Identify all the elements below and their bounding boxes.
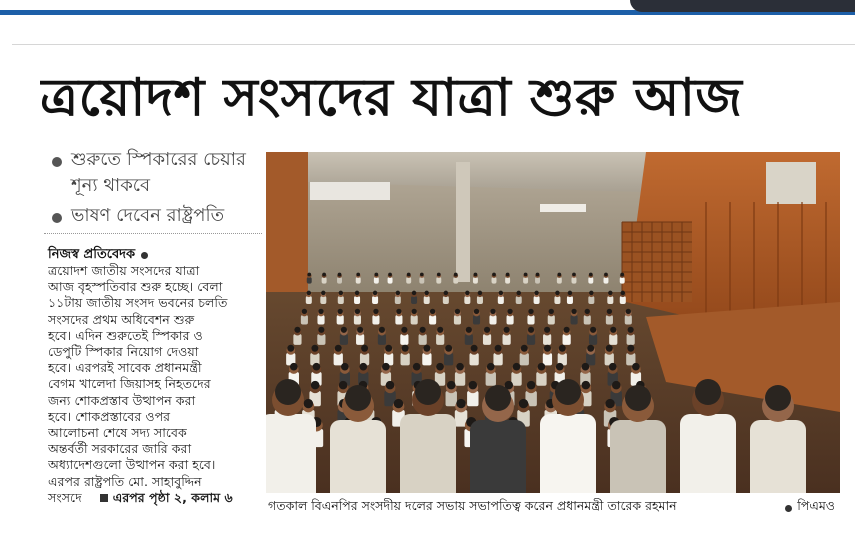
person-body <box>627 334 635 345</box>
person-hair <box>609 363 617 371</box>
person-hair <box>321 291 326 296</box>
person-body <box>527 334 535 345</box>
person-body <box>543 353 552 365</box>
person-body <box>467 391 478 406</box>
person-hair <box>695 379 721 405</box>
person-body <box>419 334 427 345</box>
person-body <box>464 296 470 304</box>
light-fixture <box>540 204 586 212</box>
person-hair <box>471 345 478 352</box>
article-line: অন্তর্বর্তী সরকারের জারি করা <box>48 441 192 457</box>
person-hair <box>455 309 460 314</box>
person-body <box>603 277 608 284</box>
person-hair <box>620 273 624 277</box>
person-body <box>406 277 411 284</box>
person-hair <box>311 345 318 352</box>
person-hair <box>430 309 435 314</box>
person-hair <box>513 363 521 371</box>
person-body <box>571 315 578 324</box>
person-body <box>374 277 379 284</box>
person-hair <box>582 363 590 371</box>
person-body <box>493 353 502 365</box>
person-body <box>469 353 478 365</box>
person-hair <box>275 379 301 405</box>
person-hair <box>568 291 573 296</box>
person-hair <box>604 273 608 277</box>
person-body <box>400 414 456 493</box>
person-hair <box>341 363 349 371</box>
person-hair <box>605 399 614 408</box>
person-hair <box>549 309 554 314</box>
person-hair <box>572 273 576 277</box>
person-hair <box>499 291 504 296</box>
person-hair <box>456 399 465 408</box>
person-hair <box>612 381 621 390</box>
person-hair <box>294 327 300 333</box>
person-body <box>372 296 378 304</box>
person-hair <box>307 291 312 296</box>
person-body <box>588 296 594 304</box>
person-body <box>609 334 617 345</box>
person-body <box>354 296 360 304</box>
person-hair <box>571 309 576 314</box>
person-body <box>477 296 483 304</box>
highlight-text: ভাষণ দেবেন রাষ্ট্রপতি <box>71 205 225 226</box>
person-body <box>317 315 324 324</box>
person-body <box>395 315 402 324</box>
person-hair <box>628 327 634 333</box>
person-hair <box>355 291 360 296</box>
byline-dot-icon <box>141 252 148 259</box>
person-hair <box>382 363 390 371</box>
person-body <box>527 315 534 324</box>
person-body <box>419 277 424 284</box>
person-hair <box>487 363 495 371</box>
person-body <box>424 296 430 304</box>
person-hair <box>436 363 444 371</box>
person-hair <box>302 309 307 314</box>
highlight-item <box>48 147 263 199</box>
bullet-icon <box>52 213 62 223</box>
person-body <box>589 334 597 345</box>
person-hair <box>313 363 321 371</box>
person-hair <box>338 309 343 314</box>
person-body <box>523 277 528 284</box>
person-body <box>322 277 327 284</box>
person-hair <box>415 379 441 405</box>
person-hair <box>590 327 596 333</box>
person-hair <box>474 273 478 277</box>
person-body <box>455 372 465 386</box>
person-hair <box>626 309 631 314</box>
person-hair <box>396 291 401 296</box>
person-body <box>483 334 491 345</box>
person-hair <box>521 345 528 352</box>
person-hair <box>559 345 566 352</box>
person-body <box>620 296 626 304</box>
highlight-text: শুরুতে স্পিকারের চেয়ার শূন্য থাকবে <box>71 149 246 196</box>
person-hair <box>627 345 634 352</box>
person-body <box>606 315 613 324</box>
bullet-icon <box>52 157 62 167</box>
person-body <box>306 296 312 304</box>
article-line: আলোচনা শেষে সদ্য সাবেক <box>48 425 187 441</box>
news-photo <box>266 152 840 493</box>
person-hair <box>528 309 533 314</box>
byline-text: নিজস্ব প্রতিবেদক <box>48 247 136 262</box>
person-hair <box>608 291 613 296</box>
person-body <box>388 277 393 284</box>
person-hair <box>582 381 591 390</box>
person-hair <box>585 309 590 314</box>
person-body <box>572 277 577 284</box>
person-hair <box>373 291 378 296</box>
person-hair <box>444 291 449 296</box>
person-hair <box>625 385 651 411</box>
person-hair <box>339 291 344 296</box>
person-hair <box>466 327 472 333</box>
person-hair <box>445 345 452 352</box>
person-hair <box>420 327 426 333</box>
person-body <box>540 414 596 493</box>
article-body <box>48 263 250 506</box>
person-hair <box>420 273 424 277</box>
article-line: ডেপুটি স্পিকার নিয়োগ দেওয়া <box>48 344 199 360</box>
person-hair <box>437 327 443 333</box>
person-body <box>498 296 504 304</box>
person-hair <box>335 345 342 352</box>
person-hair <box>322 273 326 277</box>
person-hair <box>527 381 536 390</box>
person-hair <box>424 291 429 296</box>
person-body <box>473 315 480 324</box>
person-body <box>436 277 441 284</box>
person-hair <box>412 309 417 314</box>
person-hair <box>412 291 417 296</box>
person-hair <box>555 291 560 296</box>
person-body <box>680 414 736 493</box>
person-body <box>584 315 591 324</box>
person-hair <box>765 385 791 411</box>
person-hair <box>341 327 347 333</box>
person-hair <box>379 327 385 333</box>
person-hair <box>290 363 298 371</box>
person-body <box>505 277 510 284</box>
person-hair <box>339 381 348 390</box>
credit-text: পিএমও <box>797 498 835 513</box>
article-line: সংসদের প্রথম অধিবেশন শুরু <box>48 311 195 327</box>
person-hair <box>587 345 594 352</box>
concrete-pillar <box>456 162 470 282</box>
person-body <box>534 296 540 304</box>
person-body <box>588 277 593 284</box>
article-line: এরপর রাষ্ট্রপতি মো. সাহাবুদ্দিন <box>48 473 202 489</box>
person-body <box>266 414 316 493</box>
photo-caption: গতকাল বিএনপির সংসদীয় দলের সভায় সভাপতিত্ব করেন প্রধানমন্ত্রী তারেক রহমান <box>268 498 677 513</box>
person-body <box>567 296 573 304</box>
person-body <box>446 391 457 406</box>
person-hair <box>357 327 363 333</box>
person-hair <box>490 309 495 314</box>
person-hair <box>447 381 456 390</box>
person-hair <box>606 345 613 352</box>
person-hair <box>536 273 540 277</box>
person-body <box>317 334 325 345</box>
article-line: বেগম খালেদা জিয়াসহ নিহতদের <box>48 376 211 392</box>
person-hair <box>465 291 470 296</box>
person-hair <box>304 399 313 408</box>
person-body <box>334 353 343 365</box>
person-hair <box>485 385 511 411</box>
article-line: আজ বৃহস্পতিবার শুরু হচ্ছে। বেলা <box>48 279 223 295</box>
person-body <box>454 315 461 324</box>
article-line: জন্য শোকপ্রস্তাব উত্থাপন করা <box>48 392 196 408</box>
person-body <box>354 315 361 324</box>
person-body <box>330 420 386 493</box>
person-hair <box>374 273 378 277</box>
person-hair <box>359 363 367 371</box>
person-hair <box>564 327 570 333</box>
person-hair <box>607 309 612 314</box>
person-hair <box>538 363 546 371</box>
dotted-divider <box>44 233 262 234</box>
person-body <box>557 277 562 284</box>
person-body <box>356 334 364 345</box>
person-body <box>486 372 496 386</box>
person-hair <box>437 273 441 277</box>
person-hair <box>589 291 594 296</box>
person-hair <box>528 327 534 333</box>
person-body <box>607 296 613 304</box>
person-hair <box>456 363 464 371</box>
person-body <box>436 334 444 345</box>
person-body <box>625 315 632 324</box>
person-body <box>411 296 417 304</box>
person-hair <box>318 309 323 314</box>
left-wood-wall <box>266 152 308 292</box>
person-hair <box>373 309 378 314</box>
person-body <box>320 296 326 304</box>
person-hair <box>504 327 510 333</box>
person-hair <box>386 381 395 390</box>
headline: ত্রয়োদশ সংসদের যাত্রা শুরু আজ <box>40 68 743 128</box>
masthead-corner <box>630 0 855 12</box>
person-body <box>411 315 418 324</box>
person-hair <box>534 291 539 296</box>
person-body <box>395 296 401 304</box>
person-hair <box>396 309 401 314</box>
person-hair <box>361 345 368 352</box>
person-body <box>337 277 342 284</box>
person-hair <box>338 273 342 277</box>
person-hair <box>492 273 496 277</box>
person-hair <box>385 345 392 352</box>
person-hair <box>556 363 564 371</box>
highlights-list <box>48 147 263 233</box>
person-hair <box>589 273 593 277</box>
person-hair <box>355 309 360 314</box>
person-body <box>307 277 312 284</box>
person-hair <box>394 399 403 408</box>
person-hair <box>469 381 478 390</box>
person-hair <box>621 291 626 296</box>
continuation-link[interactable]: এরপর পৃষ্ঠা ২, কলাম ৬ <box>112 489 233 505</box>
person-body <box>378 334 386 345</box>
person-hair <box>555 379 581 405</box>
person-body <box>536 372 546 386</box>
person-hair <box>454 273 458 277</box>
person-body <box>492 277 497 284</box>
person-body <box>400 334 408 345</box>
article-line: হবে। এরপরই সাবেক প্রধানমন্ত্রী <box>48 360 202 376</box>
person-body <box>511 372 521 386</box>
person-hair <box>474 309 479 314</box>
person-hair <box>318 327 324 333</box>
air-conditioner <box>310 182 390 200</box>
person-hair <box>307 273 311 277</box>
person-hair <box>311 381 320 390</box>
person-body <box>535 277 540 284</box>
person-body <box>337 315 344 324</box>
person-body <box>543 334 551 345</box>
person-body <box>610 420 666 493</box>
person-hair <box>423 345 430 352</box>
window <box>766 162 816 204</box>
person-body <box>401 353 410 365</box>
person-hair <box>356 273 360 277</box>
person-hair <box>544 327 550 333</box>
article-line: হবে। এদিন শুরুতেই স্পিকার ও <box>48 327 203 343</box>
article-line: ১১টায় জাতীয় সংসদ ভবনের চলতি <box>48 295 228 311</box>
page-edge <box>12 44 855 45</box>
person-body <box>620 277 625 284</box>
person-body <box>470 420 526 493</box>
person-hair <box>401 327 407 333</box>
person-body <box>520 353 529 365</box>
article-line: হবে। শোকপ্রস্তাবের ওপর <box>48 408 171 424</box>
person-body <box>548 315 555 324</box>
person-body <box>503 334 511 345</box>
person-hair <box>507 309 512 314</box>
article-line: অধ্যাদেশগুলো উত্থাপন করা হবে। <box>48 457 216 473</box>
person-hair <box>402 345 409 352</box>
person-hair <box>506 273 510 277</box>
person-hair <box>519 399 528 408</box>
person-hair <box>524 273 528 277</box>
person-hair <box>484 327 490 333</box>
person-hair <box>287 345 294 352</box>
person-body <box>293 334 301 345</box>
person-body <box>422 353 431 365</box>
person-hair <box>413 363 421 371</box>
person-hair <box>495 345 502 352</box>
person-hair <box>632 363 640 371</box>
person-body <box>356 277 361 284</box>
highlight-item <box>48 203 263 229</box>
meeting-photo-illustration <box>266 152 840 493</box>
person-body <box>301 315 308 324</box>
person-hair <box>610 327 616 333</box>
person-body <box>563 334 571 345</box>
article-line: ত্রয়োদশ জাতীয় সংসদের যাত্রা <box>48 263 200 278</box>
credit-dot-icon <box>785 505 792 512</box>
person-body <box>429 315 436 324</box>
person-body <box>372 315 379 324</box>
person-body <box>453 277 458 284</box>
person-body <box>338 296 344 304</box>
continuation-row <box>48 490 250 506</box>
person-body <box>340 334 348 345</box>
person-hair <box>544 345 551 352</box>
square-marker-icon <box>100 494 108 502</box>
person-body <box>473 277 478 284</box>
person-body <box>465 334 473 345</box>
person-body <box>443 296 449 304</box>
person-hair <box>516 291 521 296</box>
person-body <box>750 420 806 493</box>
person-body <box>489 315 496 324</box>
article-last-word: সংসদে <box>48 489 82 505</box>
person-hair <box>345 385 371 411</box>
person-body <box>444 353 453 365</box>
person-body <box>554 296 560 304</box>
person-hair <box>388 273 392 277</box>
person-hair <box>407 273 411 277</box>
person-body <box>516 296 522 304</box>
person-hair <box>557 273 561 277</box>
person-hair <box>478 291 483 296</box>
photo-credit <box>785 498 835 518</box>
person-body <box>507 315 514 324</box>
